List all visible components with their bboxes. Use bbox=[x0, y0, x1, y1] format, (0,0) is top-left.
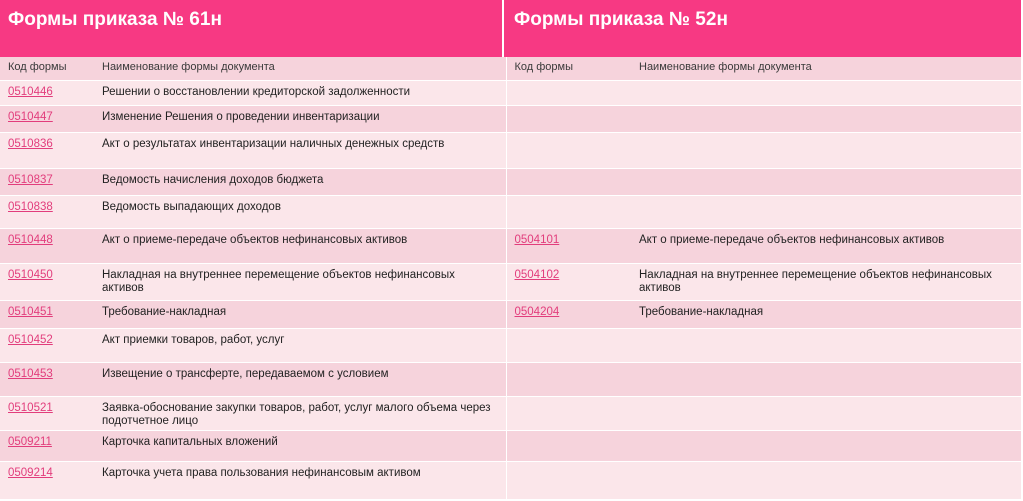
form-code-52n-cell bbox=[506, 228, 630, 263]
form-code-61n-link[interactable]: 0510838 bbox=[8, 200, 53, 213]
form-code-61n-link[interactable]: 0510836 bbox=[8, 137, 53, 150]
column-header-row bbox=[0, 57, 1021, 80]
form-name-52n bbox=[630, 461, 1021, 499]
form-code-52n-cell bbox=[506, 328, 630, 362]
form-code-52n-cell bbox=[506, 461, 630, 499]
form-name-52n bbox=[630, 195, 1021, 228]
table-row bbox=[0, 168, 1021, 195]
form-code-61n-link[interactable]: 0510521 bbox=[8, 401, 53, 414]
form-code-61n-cell bbox=[0, 396, 93, 430]
form-code-61n-link[interactable]: 0509214 bbox=[8, 466, 53, 479]
form-code-52n-link[interactable]: 0504102 bbox=[514, 268, 560, 281]
col-header-name-52n: Наименование формы документа bbox=[630, 57, 1021, 80]
form-code-61n-link[interactable]: 0510446 bbox=[8, 85, 53, 98]
form-code-61n-cell bbox=[0, 80, 93, 105]
form-name-61n: Акт приемки товаров, работ, услуг bbox=[93, 328, 506, 362]
form-code-61n-link[interactable]: 0510448 bbox=[8, 233, 53, 246]
table-row bbox=[0, 132, 1021, 168]
table-row bbox=[0, 80, 1021, 105]
form-code-52n-cell bbox=[506, 195, 630, 228]
form-code-61n-link[interactable]: 0510450 bbox=[8, 268, 53, 281]
form-code-61n-cell bbox=[0, 105, 93, 132]
section-headers bbox=[0, 0, 1023, 57]
form-code-52n-cell bbox=[506, 300, 630, 328]
form-name-52n bbox=[630, 132, 1021, 168]
form-code-52n-cell bbox=[506, 105, 630, 132]
form-code-52n-cell bbox=[506, 396, 630, 430]
form-code-61n-cell bbox=[0, 228, 93, 263]
table-row bbox=[0, 362, 1021, 396]
form-code-61n-cell bbox=[0, 168, 93, 195]
table-row bbox=[0, 396, 1021, 430]
form-code-61n-cell bbox=[0, 461, 93, 499]
form-name-61n: Требование-накладная bbox=[93, 300, 506, 328]
form-code-52n-cell bbox=[506, 430, 630, 461]
form-code-61n-link[interactable]: 0509211 bbox=[8, 435, 52, 448]
form-name-52n bbox=[630, 430, 1021, 461]
form-code-52n-cell bbox=[506, 362, 630, 396]
forms-table bbox=[0, 57, 1021, 500]
form-code-52n-link[interactable]: 0504204 bbox=[514, 305, 560, 318]
form-name-52n bbox=[630, 362, 1021, 396]
form-code-52n-cell bbox=[506, 132, 630, 168]
form-code-61n-cell bbox=[0, 132, 93, 168]
form-name-52n bbox=[630, 105, 1021, 132]
form-name-52n bbox=[630, 396, 1021, 430]
form-name-52n: Требование-накладная bbox=[630, 300, 1021, 328]
col-header-code-52n: Код формы bbox=[506, 57, 630, 80]
col-header-name-61n: Наименование формы документа bbox=[93, 57, 506, 80]
form-code-52n-cell bbox=[506, 168, 630, 195]
form-name-61n: Карточка учета права пользования нефинансовым активом bbox=[93, 461, 506, 499]
form-code-61n-cell bbox=[0, 300, 93, 328]
form-name-52n bbox=[630, 328, 1021, 362]
table-row bbox=[0, 328, 1021, 362]
form-code-61n-cell bbox=[0, 362, 93, 396]
form-code-61n-link[interactable]: 0510837 bbox=[8, 173, 53, 186]
form-code-61n-link[interactable]: 0510447 bbox=[8, 110, 53, 123]
form-code-61n-link[interactable]: 0510453 bbox=[8, 367, 53, 380]
form-code-61n-cell bbox=[0, 328, 93, 362]
table-row bbox=[0, 195, 1021, 228]
form-name-61n: Накладная на внутреннее перемещение объектов нефинансовых активов bbox=[93, 263, 506, 300]
form-code-61n-link[interactable]: 0510452 bbox=[8, 333, 53, 346]
form-code-52n-cell bbox=[506, 80, 630, 105]
form-name-61n: Решении о восстановлении кредиторской задолженности bbox=[93, 80, 506, 105]
table-row bbox=[0, 263, 1021, 300]
form-code-61n-link[interactable]: 0510451 bbox=[8, 305, 53, 318]
form-code-61n-cell bbox=[0, 430, 93, 461]
title-order-61n: Формы приказа № 61н bbox=[0, 0, 504, 57]
title-order-52n: Формы приказа № 52н bbox=[504, 0, 1021, 57]
form-code-61n-cell bbox=[0, 263, 93, 300]
form-code-52n-cell bbox=[506, 263, 630, 300]
table-row bbox=[0, 430, 1021, 461]
form-name-61n: Изменение Решения о проведении инвентаризации bbox=[93, 105, 506, 132]
form-name-61n: Карточка капитальных вложений bbox=[93, 430, 506, 461]
form-name-52n bbox=[630, 80, 1021, 105]
table-row bbox=[0, 300, 1021, 328]
form-name-52n: Акт о приеме-передаче объектов нефинансовых активов bbox=[630, 228, 1021, 263]
form-name-61n: Ведомость выпадающих доходов bbox=[93, 195, 506, 228]
form-code-61n-cell bbox=[0, 195, 93, 228]
form-name-52n: Накладная на внутреннее перемещение объектов нефинансовых активов bbox=[630, 263, 1021, 300]
form-name-61n: Извещение о трансферте, передаваемом с условием bbox=[93, 362, 506, 396]
table-row bbox=[0, 105, 1021, 132]
form-name-61n: Акт о приеме-передаче объектов нефинансовых активов bbox=[93, 228, 506, 263]
form-code-52n-link[interactable]: 0504101 bbox=[514, 233, 560, 246]
form-name-52n bbox=[630, 168, 1021, 195]
form-name-61n: Ведомость начисления доходов бюджета bbox=[93, 168, 506, 195]
table-row bbox=[0, 461, 1021, 499]
form-name-61n: Акт о результатах инвентаризации наличных денежных средств bbox=[93, 132, 506, 168]
col-header-code-61n: Код формы bbox=[0, 57, 93, 80]
form-name-61n: Заявка-обоснование закупки товаров, работ, услуг малого объема через подотчетное лицо bbox=[93, 396, 506, 430]
table-row bbox=[0, 228, 1021, 263]
